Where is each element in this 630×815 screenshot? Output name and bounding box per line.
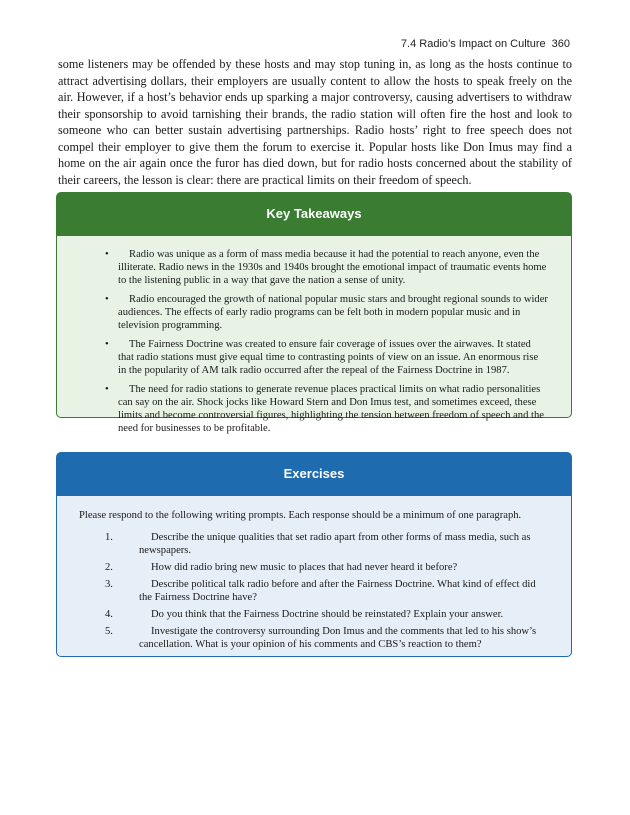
list-item xyxy=(105,625,549,651)
list-item xyxy=(105,293,549,332)
key-takeaways-body xyxy=(56,236,572,434)
exercises-intro: Please respond to the following writing prompts. Each response should be a minimum of one paragraph. xyxy=(79,510,522,521)
list-item-text: Describe political talk radio before and after the Fairness Doctrine. What kind of effect did the Fairness Doctrine have? xyxy=(139,579,536,603)
bullet-marker: • xyxy=(105,294,109,305)
takeaway-list xyxy=(105,248,549,435)
bullet-marker: • xyxy=(105,384,109,395)
number-marker: 2. xyxy=(105,562,113,573)
list-item xyxy=(105,578,549,604)
list-item-text: Describe the unique qualities that set radio apart from other forms of mass media, such as newspapers. xyxy=(139,532,531,556)
body-paragraph: some listeners may be offended by these hosts and may stop tuning in, as long as the hosts continue to attract advertising dollars, their employers are usually content to allow the hosts to speak freely on the air. However, if a host’s behavior ends up sparking a major controversy, causing advertisers to withdraw their sponsorship to avoid tarnishing their brands, the radio station will often fire the host and look to someone who can better sustain advertising partnerships. Radio hosts’ right to free speech does not compel their employer to give them the forum to exercise it. Popular hosts like Don Imus may find a home on the air again once the furor has died down, but for radio hosts concerned about the stability of their careers, the lesson is clear: there are practical limits on their freedom of speech. xyxy=(58,57,572,187)
bullet-marker: • xyxy=(105,249,109,260)
page-number: 360 xyxy=(551,38,570,50)
section-title: 7.4 Radio’s Impact on Culture xyxy=(400,38,546,50)
running-head xyxy=(401,38,570,50)
list-item-text: How did radio bring new music to places that had never heard it before? xyxy=(151,562,458,573)
list-item-text: The Fairness Doctrine was created to ensure fair coverage of issues over the airwaves. It stated that radio stations must give equal time to contrasting points of view on an issue. An enormous rise in the popularity of AM talk radio occurred after the repeal of the Fairness Doctrine in 1987. xyxy=(118,339,539,376)
list-item-text: The need for radio stations to generate revenue places practical limits on what radio personalities can say on the air. Shock jocks like Howard Stern and Don Imus test, and sometimes exceed, these limits and become controversial figures, highlighting the tension between freedom of speech and the need for businesses to be profitable. xyxy=(118,384,544,434)
number-marker: 4. xyxy=(105,609,113,620)
list-item-text: Investigate the controversy surrounding Don Imus and the comments that led to his show’s cancellation. What is your opinion of his comments and CBS’s reaction to them? xyxy=(139,626,537,650)
key-takeaways-title: Key Takeaways xyxy=(56,192,572,236)
number-marker: 3. xyxy=(105,579,113,590)
exercises-body xyxy=(56,496,572,657)
list-item xyxy=(105,608,549,621)
number-marker: 1. xyxy=(105,532,113,543)
key-takeaways-box xyxy=(56,192,572,434)
list-item-text: Radio was unique as a form of mass media because it had the potential to reach anyone, even the illiterate. Radio news in the 1930s and 1940s brought the emotional impact of traumatic events home to the listening public in a way that gave the nation a sense of unity. xyxy=(118,249,547,286)
exercise-list xyxy=(79,531,549,651)
number-marker: 5. xyxy=(105,626,113,637)
list-item xyxy=(105,531,549,557)
list-item-text: Do you think that the Fairness Doctrine should be reinstated? Explain your answer. xyxy=(151,609,504,620)
bullet-marker: • xyxy=(105,339,109,350)
list-item xyxy=(105,383,549,435)
list-item xyxy=(105,561,549,574)
exercises-box xyxy=(56,452,572,657)
list-item xyxy=(105,338,549,377)
list-item xyxy=(105,248,549,287)
exercises-title: Exercises xyxy=(56,452,572,496)
list-item-text: Radio encouraged the growth of national popular music stars and brought regional sounds to wider audiences. The effects of early radio programs can be felt both in modern popular music and in television programming. xyxy=(118,294,548,331)
